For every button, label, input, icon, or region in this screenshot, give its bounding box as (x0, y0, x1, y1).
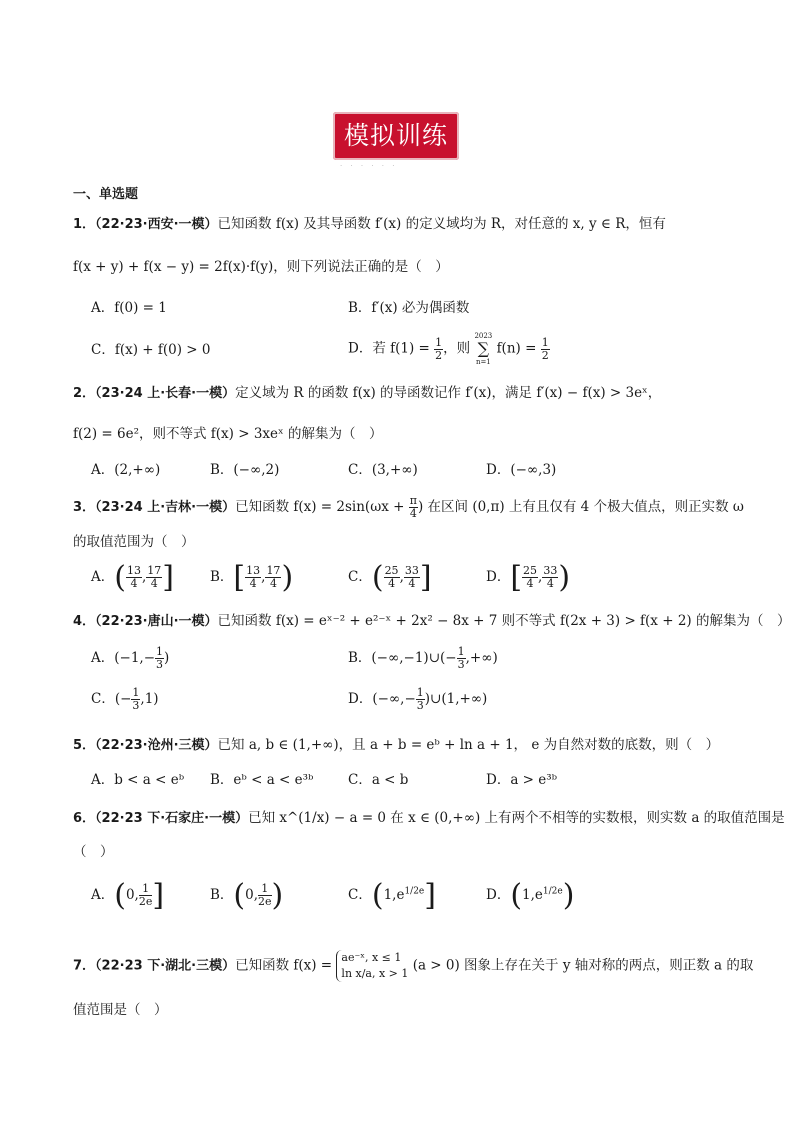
open-paren: ( (114, 878, 126, 913)
q6-d-label: D． (486, 887, 511, 903)
q4-source: （22·23·唐山·一模） (95, 614, 218, 629)
q6-number: 6． (73, 811, 96, 826)
q3-d-f2-num: 33 (543, 564, 558, 577)
q4-c-num: 1 (132, 686, 140, 699)
q4-b-2: ,+∞) (465, 650, 498, 666)
open-paren: ( (233, 878, 246, 913)
q6-b-v: 0, (245, 887, 259, 903)
q3-d-f1 (522, 565, 538, 590)
close-paren: ) (271, 878, 284, 913)
q7-line2: 值范围是（ ） (73, 1002, 168, 1018)
q3-a-f2 (146, 565, 162, 590)
q2-line1: 定义域为 R 的函数 f(x) 的导函数记作 f′(x)，满足 f′(x) − f(x) > 3eˣ， (235, 385, 662, 401)
q3-option-c: C．( $\frac{25}{4}$ , $\frac{33}{4}$ ] (348, 560, 432, 595)
q5-option-a: A．b < a < eᵇ (91, 772, 185, 788)
q4-c-1: C．(− (91, 691, 132, 707)
question-4 (73, 609, 790, 629)
q3-b-f2-den: 4 (269, 577, 277, 590)
q3-b-f2-num: 17 (266, 564, 281, 577)
q6-b-num: 1 (258, 883, 272, 896)
close-paren: ) (558, 560, 571, 595)
q6-a-den: 2e (138, 895, 153, 908)
q1-d-frac2-num: 1 (541, 335, 549, 349)
q1-d-text3: f(n) = (496, 340, 537, 357)
q3-option-a: A．( $\frac{13}{4}$ , $\frac{17}{4}$ ] (91, 560, 174, 595)
q1-d-frac1-den: 2 (435, 348, 443, 362)
close-bracket: ] (162, 560, 174, 595)
q3-d-f1-den: 4 (526, 577, 534, 590)
q4-d-2: )∪(1,+∞) (424, 691, 488, 707)
question-7 (73, 950, 753, 982)
q1-d-text2: ，则 (443, 340, 471, 357)
q6-option-a (91, 878, 164, 913)
q7-number: 7． (73, 958, 96, 974)
close-paren: ) (562, 878, 575, 913)
q3-c-label: C． (348, 569, 372, 585)
open-paren: ( (371, 560, 384, 595)
question-1 (73, 212, 666, 232)
q4-line1: 已知函数 f(x) = eˣ⁻² + e²⁻ˣ + 2x² − 8x + 7 则不等式 f(2x + 3) > f(x + 2) 的解集为（ ） (217, 613, 791, 629)
q3-source: （23·24 上·吉林·一模） (95, 500, 236, 515)
q4-a-num: 1 (156, 645, 164, 658)
q4-d-frac (416, 687, 425, 712)
q3-frac (409, 495, 418, 520)
q1-line2: f(x + y) + f(x − y) = 2f(x)·f(y)，则下列说法正确的是（ ） (73, 259, 449, 275)
q3-a-f1-num: 13 (126, 564, 141, 577)
q5-source: （22·23·沧州·三模） (95, 738, 218, 753)
q7-line1a: 已知函数 f(x) = (235, 957, 333, 974)
q6-b-frac (258, 883, 272, 908)
q1-d-frac1-num: 1 (435, 335, 443, 349)
q5-option-c: C．a < b (348, 772, 409, 788)
q3-b-f2 (265, 565, 281, 590)
q1-d-sum-top: 2023 (474, 332, 493, 340)
open-paren: ( (510, 878, 523, 913)
open-bracket: [ (510, 560, 523, 595)
q6-d-v: 1,e (522, 887, 543, 903)
open-paren: ( (114, 560, 126, 595)
q3-d-label: D． (486, 569, 511, 585)
q5-line1: 已知 a, b ∈ (1,+∞)，且 a + b = eᵇ + ln a + 1， e 为自然对数的底数，则（ ） (217, 737, 720, 753)
q1-d-frac1 (434, 337, 443, 362)
q4-b-num: 1 (457, 645, 465, 658)
q1-d-text1: D．若 f(1) = (348, 340, 430, 357)
q6-a-label: A． (91, 887, 115, 903)
q2-option-c: C．(3,+∞) (348, 462, 418, 478)
q3-a-f1 (126, 565, 142, 590)
q3-d-f2-den: 4 (546, 577, 554, 590)
section-title: 一、单选题 (73, 187, 139, 202)
q1-d-frac2-den: 2 (541, 348, 549, 362)
q1-option-c: C．f(x) + f(0) > 0 (91, 342, 211, 358)
q1-number: 1． (73, 217, 96, 232)
q6-option-d (486, 878, 574, 913)
q3-c-f2-num: 33 (404, 564, 419, 577)
q6-b-den: 2e (258, 895, 272, 908)
q1-source: （22·23·西安·一模） (95, 217, 218, 232)
q1-d-frac2 (541, 337, 550, 362)
q3-number: 3． (73, 500, 96, 515)
q1-d-sum (474, 330, 492, 368)
q3-d-f1-num: 25 (523, 564, 538, 577)
q3-a-label: A． (91, 569, 115, 585)
open-bracket: [ (233, 560, 246, 595)
q6-option-b (210, 878, 283, 913)
q6-b-label: B． (210, 887, 234, 903)
q4-a-frac (155, 646, 164, 671)
q3-d-f2 (542, 565, 558, 590)
q3-a-f2-num: 17 (147, 564, 162, 577)
q1-d-sum-bot: n=1 (475, 358, 491, 366)
q6-d-exp: 1/2e (542, 886, 563, 897)
q1-line1: 已知函数 f(x) 及其导函数 f′(x) 的定义域均为 R，对任意的 x, y ∈ R，恒有 (217, 216, 666, 232)
q2-option-b: B．(−∞,2) (210, 462, 280, 478)
q3-frac-den: 4 (409, 507, 417, 520)
question-3 (73, 495, 744, 520)
q4-option-d (348, 687, 487, 712)
banner-shadow: · · · · · · (340, 162, 398, 170)
q3-line2: 的取值范围为（ ） (73, 534, 195, 550)
q1-option-d (348, 330, 550, 368)
q3-c-f2 (404, 565, 420, 590)
sigma-symbol: ∑ (477, 339, 490, 358)
q3-b-f1 (245, 565, 261, 590)
close-bracket: ] (419, 560, 432, 595)
q1-option-a: A．f(0) = 1 (91, 300, 167, 316)
close-bracket: ] (424, 878, 436, 913)
q3-a-f1-den: 4 (130, 577, 138, 590)
q3-line1a: 已知函数 f(x) = 2sin(ωx + (235, 499, 405, 515)
q5-option-b: B．eᵇ < a < e³ᵇ (210, 772, 314, 788)
question-2 (73, 381, 661, 401)
q2-line2: f(2) = 6e²，则不等式 f(x) > 3xeˣ 的解集为（ ） (73, 426, 383, 442)
q4-b-frac (457, 646, 466, 671)
q6-c-v: 1,e (383, 887, 405, 903)
q6-option-c (348, 878, 436, 913)
q6-source: （22·23 下·石家庄·一模） (95, 811, 249, 826)
q4-number: 4． (73, 614, 96, 629)
q4-c-den: 3 (132, 699, 140, 712)
q4-c-2: ,1) (140, 691, 159, 707)
q6-a-v: 0, (125, 887, 139, 903)
q5-number: 5． (73, 738, 96, 753)
q3-c-f1-num: 25 (384, 564, 399, 577)
question-6 (73, 806, 785, 826)
q4-b-den: 3 (457, 658, 465, 671)
q4-option-b (348, 646, 498, 671)
close-paren: ) (281, 560, 294, 595)
q4-option-c (91, 687, 159, 712)
q4-d-num: 1 (416, 686, 424, 699)
q7-source: （22·23 下·湖北·三模） (95, 958, 236, 974)
section-banner: 模拟训练 (333, 112, 459, 160)
q3-option-b: B．[ $\frac{13}{4}$ , $\frac{17}{4}$ ) (210, 560, 294, 595)
q2-number: 2． (73, 386, 96, 401)
q5-option-d: D．a > e³ᵇ (486, 772, 558, 788)
q4-a-1: A．(−1,− (91, 650, 156, 666)
q6-c-exp: 1/2e (404, 886, 425, 897)
q7-piecewise (336, 950, 408, 982)
q3-a-f2-den: 4 (150, 577, 158, 590)
q3-c-f2-den: 4 (408, 577, 416, 590)
q3-b-label: B． (210, 569, 234, 585)
close-bracket: ] (152, 878, 165, 913)
q4-option-a (91, 646, 169, 671)
q3-line1b: ) 在区间 (0,π) 上有且仅有 4 个极大值点，则正实数 ω (417, 499, 744, 515)
q7-case2: ln x/a, x > 1 (341, 967, 409, 980)
q4-d-den: 3 (416, 699, 424, 712)
q3-option-d: D．[ $\frac{25}{4}$ , $\frac{33}{4}$ ) (486, 560, 571, 595)
q2-source: （23·24 上·长春·一模） (95, 386, 236, 401)
q3-frac-num: π (409, 494, 417, 507)
q4-a-den: 3 (156, 658, 164, 671)
q3-b-f1-num: 13 (246, 564, 261, 577)
q6-line2: （ ） (73, 844, 114, 860)
q3-b-f1-den: 4 (249, 577, 257, 590)
q3-c-f1-den: 4 (388, 577, 396, 590)
question-5 (73, 733, 719, 753)
q7-case1: ae⁻ˣ, x ≤ 1 (341, 951, 402, 964)
q6-a-frac (139, 883, 153, 908)
q3-c-f1 (384, 565, 400, 590)
q6-a-num: 1 (139, 883, 153, 896)
q2-option-a: A．(2,+∞) (91, 462, 161, 478)
q2-option-d: D．(−∞,3) (486, 462, 557, 478)
q6-line1: 已知 x^(1/x) − a = 0 在 x ∈ (0,+∞) 上有两个不相等的实数根，则实数 a 的取值范围是 (248, 810, 785, 826)
q4-b-1: B．(−∞,−1)∪(− (348, 650, 457, 666)
q1-option-b: B．f′(x) 必为偶函数 (348, 300, 470, 316)
q6-c-label: C． (348, 887, 372, 903)
q7-line1b: (a > 0) 图象上存在关于 y 轴对称的两点，则正数 a 的取 (412, 957, 754, 974)
open-paren: ( (371, 878, 384, 913)
q4-d-1: D．(−∞,− (348, 691, 416, 707)
q4-a-2: ) (164, 650, 170, 666)
